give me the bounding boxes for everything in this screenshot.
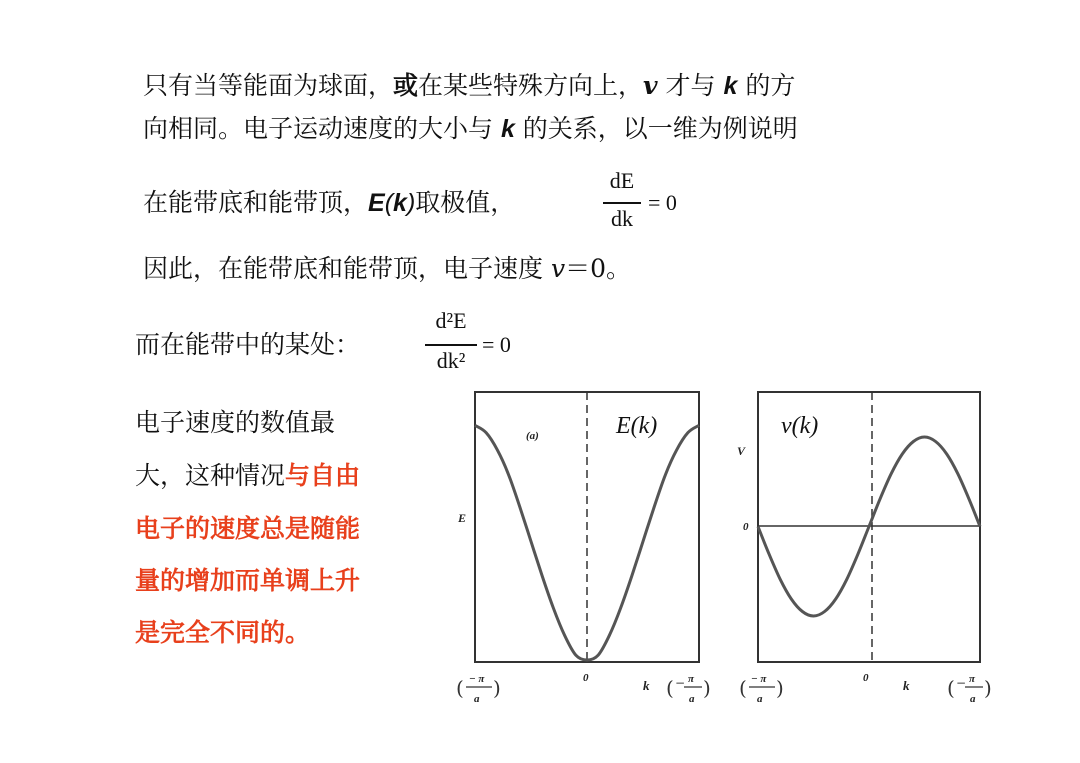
x-tick-left <box>739 673 784 705</box>
y-axis-label: V <box>737 444 746 458</box>
text-segment: 而在能带中的某处： <box>135 330 361 359</box>
svg-text:−: − <box>956 676 967 690</box>
text-segment: 的方 <box>737 71 796 100</box>
svg-text:a: a <box>757 693 763 705</box>
symbol-v: v <box>550 254 566 283</box>
svg-text:− π: − π <box>751 673 767 685</box>
text-segment: 电子速度的数值最 <box>135 408 336 437</box>
side-line-3: 电子的速度总是随能 <box>135 514 361 543</box>
paragraph-line-2 <box>143 116 798 142</box>
text-segment: 大，这种情况 <box>135 461 286 490</box>
fraction-denominator: dk <box>611 206 633 231</box>
svg-text:(: ( <box>947 676 955 700</box>
text-segment: 只有当等能面为球面， <box>143 71 394 100</box>
chart-E-of-k <box>448 385 718 710</box>
fraction-bar <box>425 344 477 346</box>
text-segment: ＝0。 <box>565 254 631 283</box>
panel-tag: (a) <box>526 430 539 442</box>
fraction-bar <box>603 202 641 204</box>
x-axis-label: k <box>643 678 650 693</box>
svg-text:π: π <box>688 673 695 685</box>
paragraph-line-5 <box>135 332 360 357</box>
fraction-numerator: dE <box>609 168 635 193</box>
symbol-k: k <box>393 189 407 217</box>
equals-zero: = 0 <box>482 332 511 357</box>
y-tick-zero: 0 <box>743 521 749 533</box>
text-segment: 在某些特殊方向上， <box>418 71 644 100</box>
text-segment: 因此，在能带底和能带顶，电子速度 <box>143 254 551 283</box>
text-segment: 在能带底和能带顶， <box>143 188 369 217</box>
text-segment: 向相同。电子运动速度的大小与 <box>143 114 501 143</box>
svg-text:π: π <box>969 673 976 685</box>
highlight-text: 与自由 <box>285 461 361 490</box>
chart-v-of-k <box>735 385 1005 710</box>
svg-text:(: ( <box>666 676 674 700</box>
text-segment: 才与 <box>657 71 724 100</box>
x-tick-right <box>666 673 711 705</box>
side-line-5: 是完全不同的。 <box>135 618 311 647</box>
svg-text:− π: − π <box>469 673 485 685</box>
x-tick-zero: 0 <box>863 672 869 684</box>
paragraph-line-1 <box>143 73 795 99</box>
fraction-numerator: d²E <box>435 308 467 333</box>
paren: ) <box>406 189 416 217</box>
x-tick-right <box>947 673 992 705</box>
x-axis-label: k <box>903 678 910 693</box>
emphasis-text: 或 <box>393 71 419 100</box>
side-line-4: 量的增加而单调上升 <box>135 566 361 595</box>
side-line-2 <box>135 463 360 488</box>
y-axis-label: E <box>458 511 467 525</box>
text-segment: 取极值， <box>415 188 516 217</box>
svg-text:−: − <box>675 676 686 690</box>
svg-text:(: ( <box>739 676 747 700</box>
svg-text:a: a <box>970 693 976 705</box>
symbol-k: k <box>500 115 515 143</box>
svg-text:a: a <box>474 693 480 705</box>
symbol-v: v <box>643 71 658 100</box>
svg-text:): ) <box>984 676 992 700</box>
x-tick-left <box>456 673 501 705</box>
chart-title: v(k) <box>781 413 819 439</box>
chart-title: E(k) <box>616 413 658 439</box>
symbol-E: E <box>368 189 385 217</box>
svg-text:): ) <box>703 676 711 700</box>
derivative-fraction-1 <box>603 168 641 240</box>
derivative-fraction-2 <box>425 308 477 380</box>
paren: ( <box>384 189 394 217</box>
symbol-k: k <box>723 72 738 100</box>
paragraph-line-3 <box>143 190 515 216</box>
svg-text:): ) <box>776 676 784 700</box>
equals-zero: = 0 <box>648 190 677 215</box>
fraction-denominator: dk² <box>436 348 466 373</box>
svg-text:(: ( <box>456 676 464 700</box>
paragraph-line-4 <box>143 256 631 281</box>
svg-text:a: a <box>689 693 695 705</box>
svg-text:): ) <box>493 676 501 700</box>
side-line-1 <box>135 410 335 435</box>
x-tick-zero: 0 <box>583 672 589 684</box>
text-segment: 的关系，以一维为例说明 <box>514 114 798 143</box>
